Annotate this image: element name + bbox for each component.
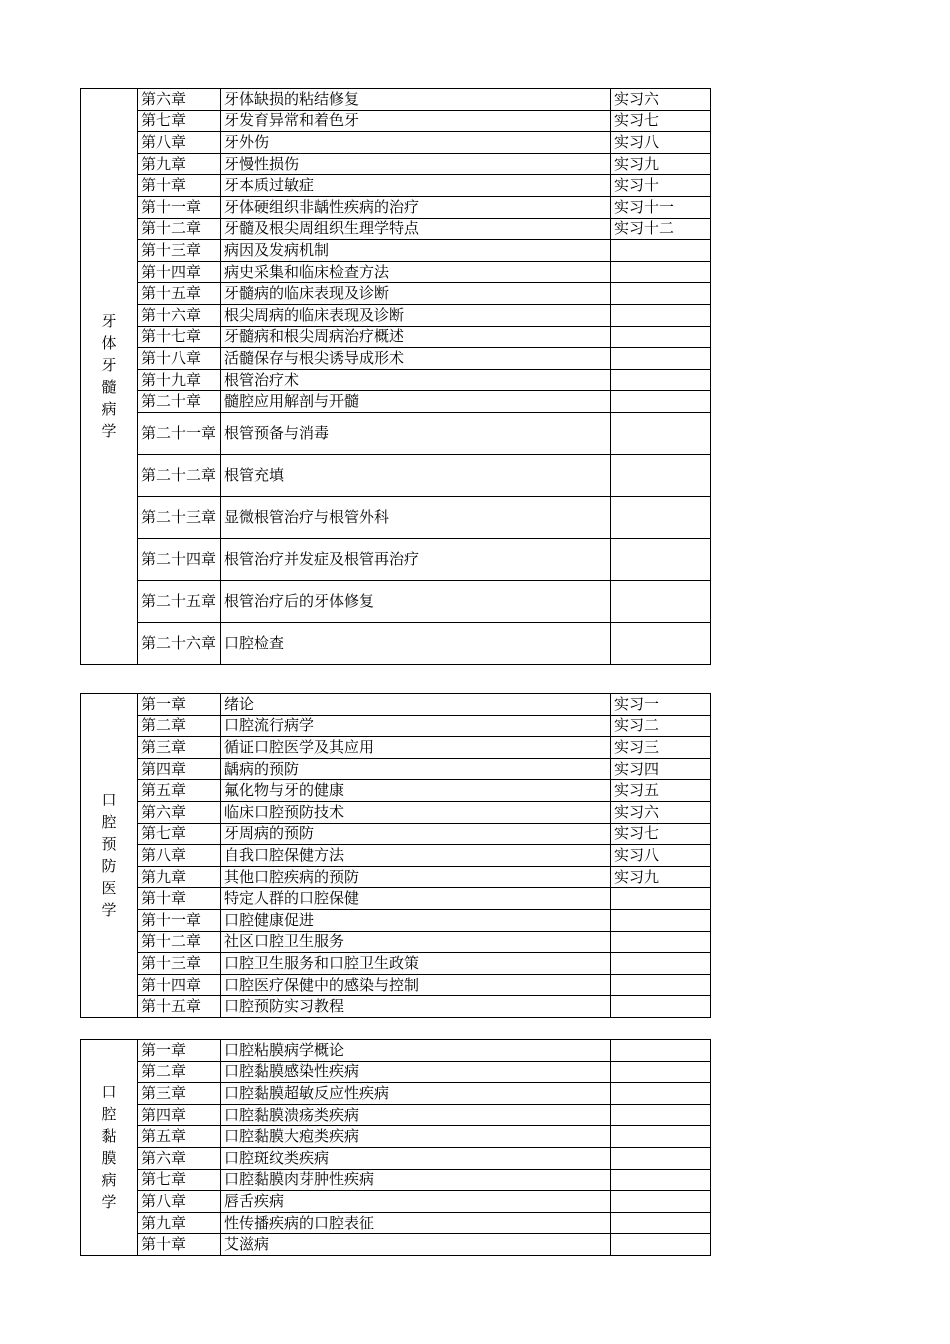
title-cell: 社区口腔卫生服务: [221, 931, 611, 953]
title-cell: 艾滋病: [221, 1234, 611, 1256]
title-cell: 口腔斑纹类疾病: [221, 1147, 611, 1169]
chapter-cell: 第九章: [138, 866, 221, 888]
chapter-cell: 第九章: [138, 153, 221, 175]
title-cell: 牙髓病和根尖周病治疗概述: [221, 326, 611, 348]
practice-cell: [611, 454, 711, 496]
practice-cell: [611, 496, 711, 538]
table-row: [81, 283, 711, 305]
chapter-cell: 第二十二章: [138, 454, 221, 496]
practice-cell: 实习二: [611, 715, 711, 737]
chapter-cell: 第十章: [138, 175, 221, 197]
title-cell: 唇舌疾病: [221, 1191, 611, 1213]
table-row: [81, 780, 711, 802]
table-row: [81, 369, 711, 391]
chapter-cell: 第二十章: [138, 391, 221, 413]
title-cell: 循证口腔医学及其应用: [221, 737, 611, 759]
title-cell: 口腔健康促进: [221, 909, 611, 931]
table-row: [81, 1191, 711, 1213]
title-cell: 口腔黏膜肉芽肿性疾病: [221, 1169, 611, 1191]
practice-cell: [611, 240, 711, 262]
table-row: [81, 391, 711, 413]
table-row: [81, 694, 711, 716]
chapter-cell: 第二十三章: [138, 496, 221, 538]
table-row: [81, 580, 711, 622]
table-row: [81, 758, 711, 780]
table-row: [81, 1104, 711, 1126]
title-cell: 口腔黏膜超敏反应性疾病: [221, 1083, 611, 1105]
practice-cell: 实习五: [611, 780, 711, 802]
chapter-cell: 第十五章: [138, 996, 221, 1018]
title-cell: 病因及发病机制: [221, 240, 611, 262]
table-row: [81, 953, 711, 975]
chapter-cell: 第八章: [138, 1191, 221, 1213]
chapter-cell: 第七章: [138, 110, 221, 132]
practice-cell: [611, 1191, 711, 1213]
subject-cell: [81, 89, 138, 665]
chapter-cell: 第六章: [138, 801, 221, 823]
chapter-cell: 第八章: [138, 845, 221, 867]
practice-cell: [611, 953, 711, 975]
practice-cell: [611, 391, 711, 413]
table-row: [81, 218, 711, 240]
title-cell: 口腔粘膜病学概论: [221, 1040, 611, 1062]
title-cell: 牙发育异常和着色牙: [221, 110, 611, 132]
title-cell: 其他口腔疾病的预防: [221, 866, 611, 888]
practice-cell: [611, 909, 711, 931]
subject-label: 牙体牙髓病学: [101, 312, 117, 441]
title-cell: 自我口腔保健方法: [221, 845, 611, 867]
chapter-cell: 第七章: [138, 1169, 221, 1191]
practice-cell: 实习九: [611, 153, 711, 175]
title-cell: 显微根管治疗与根管外科: [221, 496, 611, 538]
practice-cell: [611, 622, 711, 664]
table-row: [81, 801, 711, 823]
practice-cell: [611, 348, 711, 370]
table-row: [81, 1169, 711, 1191]
table-row: [81, 931, 711, 953]
practice-cell: [611, 1147, 711, 1169]
title-cell: 牙体缺损的粘结修复: [221, 89, 611, 111]
table-row: [81, 974, 711, 996]
title-cell: 根尖周病的临床表现及诊断: [221, 304, 611, 326]
practice-cell: [611, 412, 711, 454]
practice-cell: [611, 369, 711, 391]
practice-cell: [611, 261, 711, 283]
title-cell: 口腔黏膜感染性疾病: [221, 1061, 611, 1083]
practice-cell: [611, 1061, 711, 1083]
practice-cell: [611, 1104, 711, 1126]
chapter-cell: 第十一章: [138, 909, 221, 931]
practice-cell: [611, 974, 711, 996]
subject-label: 口腔预防医学: [101, 791, 117, 920]
title-cell: 口腔医疗保健中的感染与控制: [221, 974, 611, 996]
title-cell: 口腔黏膜溃疡类疾病: [221, 1104, 611, 1126]
table-row: [81, 1040, 711, 1062]
practice-cell: [611, 580, 711, 622]
table-row: [81, 175, 711, 197]
table-row: [81, 888, 711, 910]
table-row: [81, 196, 711, 218]
practice-cell: [611, 996, 711, 1018]
section-table: [80, 693, 711, 1018]
title-cell: 牙体硬组织非龋性疾病的治疗: [221, 196, 611, 218]
subject-cell: [81, 1040, 138, 1256]
practice-cell: 实习十一: [611, 196, 711, 218]
title-cell: 牙慢性损伤: [221, 153, 611, 175]
practice-cell: [611, 1169, 711, 1191]
chapter-cell: 第二十一章: [138, 412, 221, 454]
chapter-cell: 第四章: [138, 758, 221, 780]
chapter-cell: 第十八章: [138, 348, 221, 370]
section-table: [80, 88, 711, 665]
title-cell: 特定人群的口腔保健: [221, 888, 611, 910]
chapter-cell: 第十二章: [138, 218, 221, 240]
chapter-cell: 第三章: [138, 1083, 221, 1105]
chapter-cell: 第十四章: [138, 974, 221, 996]
title-cell: 病史采集和临床检查方法: [221, 261, 611, 283]
title-cell: 绪论: [221, 694, 611, 716]
table-row: [81, 1212, 711, 1234]
title-cell: 根管预备与消毒: [221, 412, 611, 454]
chapter-cell: 第十三章: [138, 240, 221, 262]
title-cell: 牙髓及根尖周组织生理学特点: [221, 218, 611, 240]
table-row: [81, 261, 711, 283]
practice-cell: [611, 304, 711, 326]
table-row: [81, 1061, 711, 1083]
practice-cell: 实习八: [611, 132, 711, 154]
practice-cell: 实习七: [611, 110, 711, 132]
table-row: [81, 538, 711, 580]
practice-cell: [611, 283, 711, 305]
chapter-cell: 第八章: [138, 132, 221, 154]
practice-cell: 实习六: [611, 89, 711, 111]
practice-cell: [611, 888, 711, 910]
chapter-cell: 第二十五章: [138, 580, 221, 622]
title-cell: 口腔黏膜大疱类疾病: [221, 1126, 611, 1148]
practice-cell: [611, 538, 711, 580]
table-row: [81, 909, 711, 931]
practice-cell: [611, 1126, 711, 1148]
chapter-cell: 第五章: [138, 780, 221, 802]
table-row: [81, 132, 711, 154]
table-row: [81, 153, 711, 175]
title-cell: 活髓保存与根尖诱导成形术: [221, 348, 611, 370]
chapter-cell: 第三章: [138, 737, 221, 759]
chapter-cell: 第二章: [138, 715, 221, 737]
table-row: [81, 412, 711, 454]
practice-cell: 实习九: [611, 866, 711, 888]
table-row: [81, 326, 711, 348]
chapter-cell: 第十章: [138, 1234, 221, 1256]
title-cell: 牙髓病的临床表现及诊断: [221, 283, 611, 305]
table-row: [81, 1234, 711, 1256]
practice-cell: [611, 931, 711, 953]
table-row: [81, 1126, 711, 1148]
chapter-cell: 第十一章: [138, 196, 221, 218]
chapter-cell: 第二章: [138, 1061, 221, 1083]
chapter-cell: 第一章: [138, 1040, 221, 1062]
title-cell: 性传播疾病的口腔表征: [221, 1212, 611, 1234]
title-cell: 口腔预防实习教程: [221, 996, 611, 1018]
practice-cell: 实习八: [611, 845, 711, 867]
title-cell: 牙外伤: [221, 132, 611, 154]
chapter-cell: 第十四章: [138, 261, 221, 283]
title-cell: 口腔卫生服务和口腔卫生政策: [221, 953, 611, 975]
table-row: [81, 866, 711, 888]
chapter-cell: 第二十四章: [138, 538, 221, 580]
practice-cell: 实习一: [611, 694, 711, 716]
table-row: [81, 1147, 711, 1169]
chapter-cell: 第四章: [138, 1104, 221, 1126]
chapter-cell: 第一章: [138, 694, 221, 716]
table-row: [81, 715, 711, 737]
practice-cell: [611, 326, 711, 348]
title-cell: 临床口腔预防技术: [221, 801, 611, 823]
chapter-cell: 第五章: [138, 1126, 221, 1148]
section-table: [80, 1039, 711, 1256]
chapter-cell: 第六章: [138, 89, 221, 111]
title-cell: 龋病的预防: [221, 758, 611, 780]
table-row: [81, 1083, 711, 1105]
table-row: [81, 454, 711, 496]
table-row: [81, 496, 711, 538]
chapter-cell: 第二十六章: [138, 622, 221, 664]
table-row: [81, 845, 711, 867]
chapter-cell: 第六章: [138, 1147, 221, 1169]
title-cell: 根管充填: [221, 454, 611, 496]
chapter-cell: 第十三章: [138, 953, 221, 975]
title-cell: 牙周病的预防: [221, 823, 611, 845]
title-cell: 根管治疗术: [221, 369, 611, 391]
practice-cell: 实习十: [611, 175, 711, 197]
practice-cell: 实习三: [611, 737, 711, 759]
table-row: [81, 737, 711, 759]
subject-cell: [81, 694, 138, 1018]
title-cell: 口腔检查: [221, 622, 611, 664]
practice-cell: 实习四: [611, 758, 711, 780]
practice-cell: 实习七: [611, 823, 711, 845]
practice-cell: 实习十二: [611, 218, 711, 240]
chapter-cell: 第九章: [138, 1212, 221, 1234]
chapter-cell: 第十章: [138, 888, 221, 910]
table-row: [81, 348, 711, 370]
table-row: [81, 622, 711, 664]
subject-label: 口腔黏膜病学: [101, 1083, 117, 1212]
chapter-cell: 第十七章: [138, 326, 221, 348]
title-cell: 氟化物与牙的健康: [221, 780, 611, 802]
chapter-cell: 第十二章: [138, 931, 221, 953]
chapter-cell: 第十九章: [138, 369, 221, 391]
chapter-cell: 第十五章: [138, 283, 221, 305]
table-row: [81, 996, 711, 1018]
table-row: [81, 110, 711, 132]
practice-cell: 实习六: [611, 801, 711, 823]
table-row: [81, 823, 711, 845]
table-row: [81, 240, 711, 262]
practice-cell: [611, 1083, 711, 1105]
title-cell: 口腔流行病学: [221, 715, 611, 737]
table-row: [81, 304, 711, 326]
table-row: [81, 89, 711, 111]
title-cell: 根管治疗后的牙体修复: [221, 580, 611, 622]
title-cell: 根管治疗并发症及根管再治疗: [221, 538, 611, 580]
practice-cell: [611, 1212, 711, 1234]
practice-cell: [611, 1234, 711, 1256]
chapter-cell: 第七章: [138, 823, 221, 845]
title-cell: 牙本质过敏症: [221, 175, 611, 197]
chapter-cell: 第十六章: [138, 304, 221, 326]
title-cell: 髓腔应用解剖与开髓: [221, 391, 611, 413]
practice-cell: [611, 1040, 711, 1062]
